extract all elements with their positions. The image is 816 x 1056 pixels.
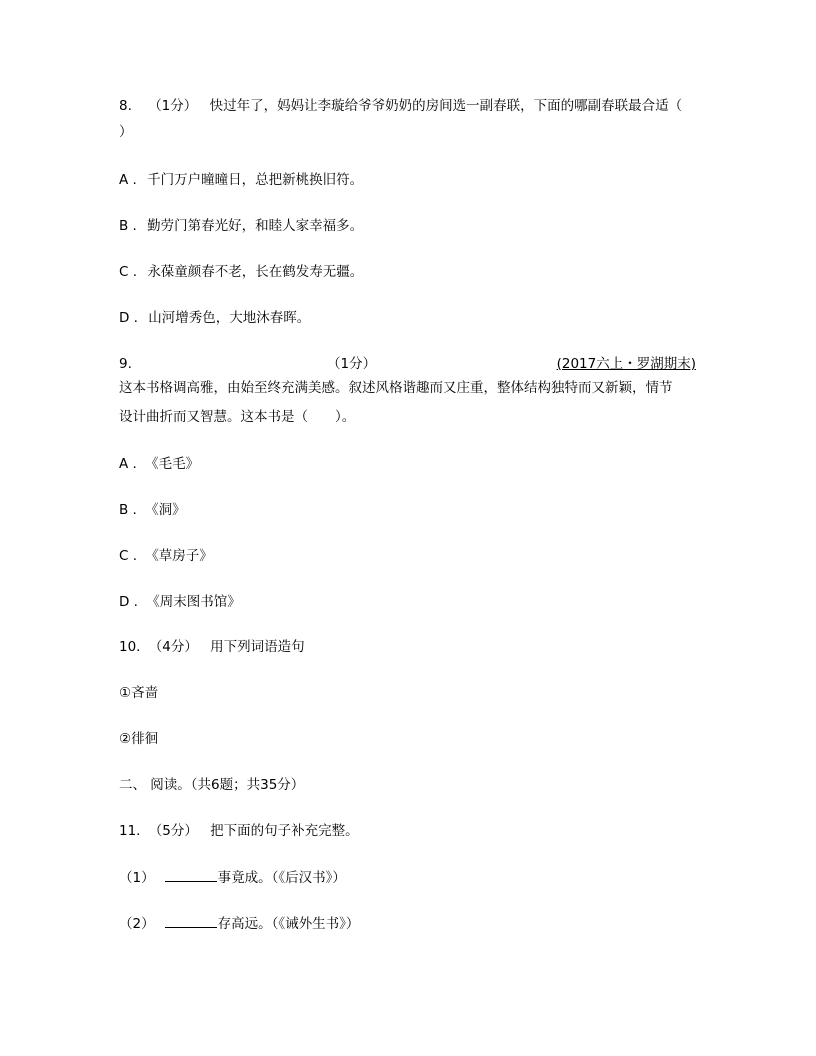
item-text: 存高远。（《诫外生书》）: [217, 916, 360, 932]
option-label: B .: [119, 502, 137, 518]
q9-stem-line1: 这本书格调高雅，由始至终充满美感。叙述风格谐趣而又庄重，整体结构独特而又新颖，情节: [119, 380, 673, 396]
q9-option-a[interactable]: [119, 454, 199, 474]
option-text: 千门万户曈曈日，总把新桃换旧符。: [147, 172, 364, 188]
q9-option-d[interactable]: [119, 592, 241, 612]
option-text: 山河增秀色，大地沐春晖。: [148, 310, 311, 326]
q9-number: 9.: [119, 356, 132, 372]
option-text: 《毛毛》: [145, 456, 200, 472]
q11-stem: 把下面的句子补充完整。: [210, 823, 359, 839]
q8-option-a[interactable]: [119, 170, 363, 190]
q11-score: （5分）: [148, 823, 198, 839]
option-text: 勤劳门第春光好，和睦人家幸福多。: [147, 218, 364, 234]
option-label: A .: [119, 172, 137, 188]
option-text: 《周末图书馆》: [146, 594, 241, 610]
fill-blank[interactable]: [165, 913, 217, 928]
q8-option-c[interactable]: [119, 262, 363, 282]
option-label: A .: [119, 456, 137, 472]
q10-score: （4分）: [148, 639, 198, 655]
q10-number: 10.: [119, 639, 141, 655]
q10-item-2: ②徘徊: [119, 731, 159, 747]
q9-option-c[interactable]: [119, 546, 213, 566]
q8-stem: 快过年了，妈妈让李璇给爷爷奶奶的房间选一副春联，下面的哪副春联最合适（: [209, 98, 683, 114]
q9-score: （1分）: [327, 356, 377, 372]
item-number: （1）: [119, 870, 155, 886]
q8-score: （1分）: [148, 98, 198, 114]
q8-option-d[interactable]: [119, 308, 310, 328]
q11-item-1: [119, 867, 346, 888]
q9-option-b[interactable]: [119, 500, 186, 520]
q10-stem-line: [119, 637, 305, 657]
q8-stem-line: [119, 96, 682, 116]
q9-source-link[interactable]: (2017六上・罗湖期末): [556, 356, 696, 372]
q11-stem-line: [119, 821, 359, 841]
option-label: B .: [119, 218, 137, 234]
q11-item-2: [119, 913, 359, 934]
q10-item-1: ①吝啬: [119, 685, 159, 701]
option-label: D .: [119, 310, 138, 326]
item-text: 事竟成。（《后汉书》）: [217, 870, 346, 886]
q8-number: 8.: [119, 98, 132, 114]
option-label: D .: [119, 594, 138, 610]
q10-stem: 用下列词语造句: [210, 639, 305, 655]
q8-stem-end: ）: [119, 124, 133, 140]
q11-number: 11.: [119, 823, 141, 839]
section-title: 二、 阅读。（共6题；共35分）: [119, 777, 305, 793]
q8-option-b[interactable]: [119, 216, 363, 236]
option-label: C .: [119, 264, 138, 280]
option-text: 《草房子》: [145, 548, 213, 564]
option-text: 永葆童颜春不老，长在鹤发寿无疆。: [147, 264, 364, 280]
q9-stem-line2: 设计曲折而又智慧。这本书是（ ）。: [119, 409, 356, 425]
option-label: C .: [119, 548, 138, 564]
fill-blank[interactable]: [165, 867, 217, 882]
item-number: （2）: [119, 916, 155, 932]
option-text: 《洞》: [145, 502, 186, 518]
